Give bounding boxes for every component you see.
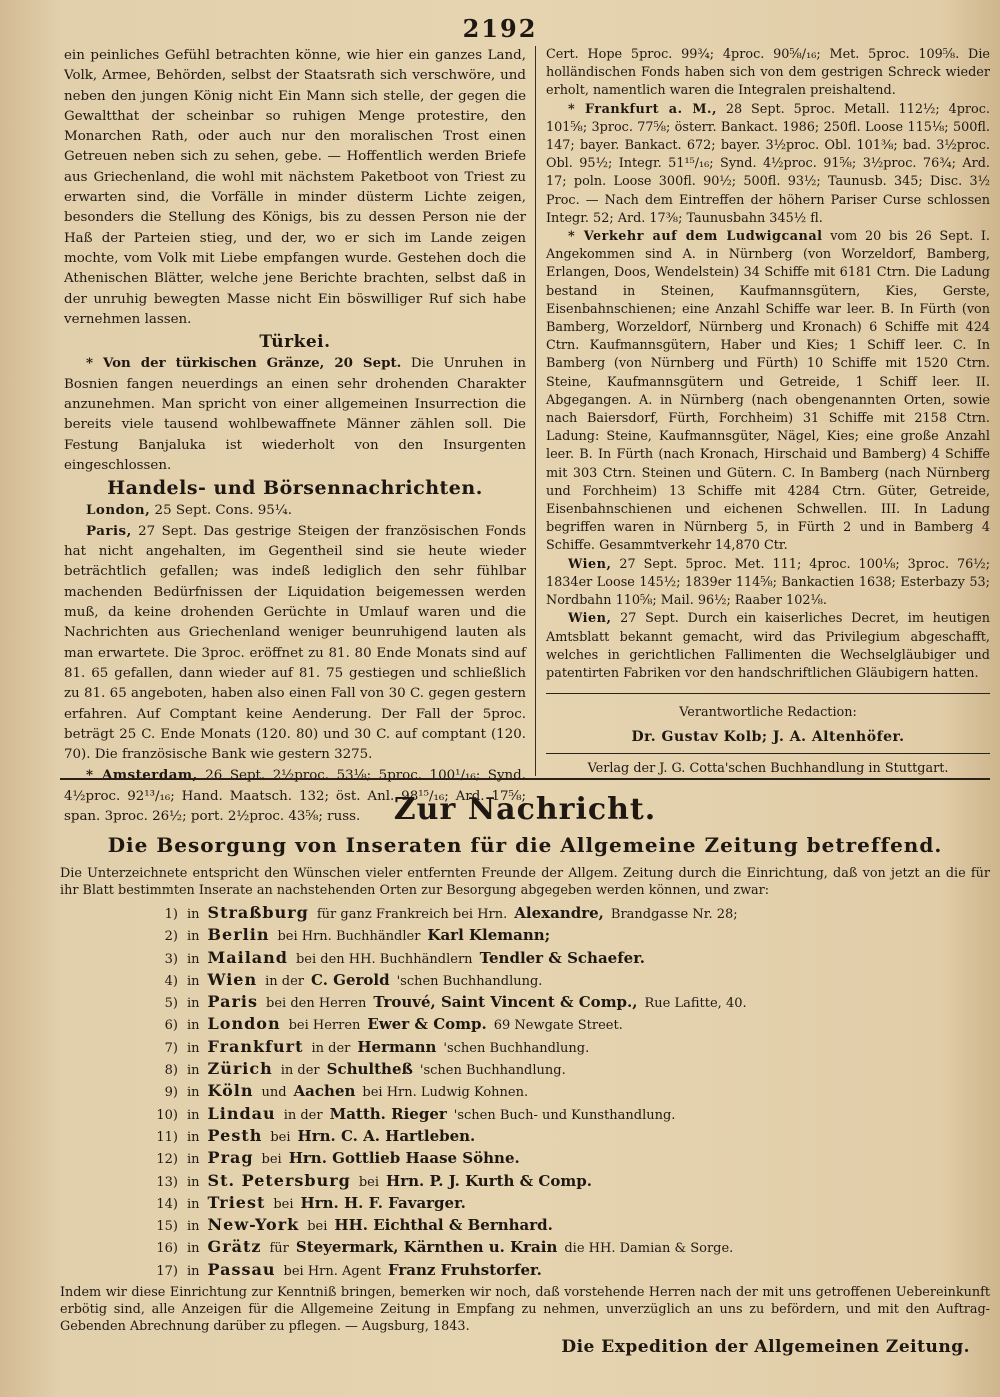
agency-agent: Tendler & Schaefer. bbox=[479, 948, 645, 967]
agency-list-item bbox=[60, 948, 990, 970]
agency-place: Berlin bbox=[207, 925, 270, 945]
agency-place: Mailand bbox=[207, 947, 288, 967]
agency-list-item bbox=[60, 1037, 990, 1059]
paris-text: 27 Sept. Das gestrige Steigen der französischen Fonds hat nicht angehalten, im Gegentheil sind sie heute wieder beträchtlich gefallen; was indeß lediglich den sehr fühlbar machenden Bedürfnissen der Liquidation beigemessen werden muß, da keine drohenden Gerüchte in Umlauf waren und die Nachrichten aus Griechenland weniger beunruhigend lauten als man erwartete. Die 3proc. eröffnet zu 81. 80 Ende Monats sind auf 81. 65 gefallen, dann wieder auf 81. 75 gestiegen und schließlich zu 81. 65 angeboten, haben also einen Fall von 30 C. gegen gestern erfahren. Auf Comptant keine Aenderung. Der Fall der 5proc. beträgt 25 C. Ende Monats (120. 80) und 30 C. auf comptant (120. 70). Die französische Bank wie gestern 3275. bbox=[64, 523, 526, 763]
agency-place: Wien bbox=[207, 969, 258, 989]
agency-prefix: in bbox=[187, 1152, 200, 1168]
agency-agent: C. Gerold bbox=[311, 970, 390, 989]
agency-agent: Alexandre, bbox=[514, 904, 604, 922]
right-column bbox=[546, 46, 990, 784]
agency-connector: bei Hrn. Buchhändler bbox=[277, 929, 421, 945]
agency-place: Köln bbox=[207, 1081, 254, 1101]
agency-agent: Ewer & Comp. bbox=[367, 1015, 487, 1034]
agency-place: London bbox=[207, 1014, 281, 1034]
london-text: 25 Sept. Cons. 95¼. bbox=[154, 502, 292, 518]
agency-agent: Trouvé, Saint Vincent & Comp., bbox=[373, 993, 638, 1012]
notice-subtitle: Die Besorgung von Inseraten für die Allgemeine Zeitung betreffend. bbox=[107, 833, 943, 857]
agency-suffix: 'schen Buchhandlung. bbox=[419, 1063, 566, 1079]
agency-agent: Hrn. C. A. Hartleben. bbox=[297, 1126, 476, 1145]
agency-number: 9) bbox=[164, 1085, 178, 1101]
tuerkei-text: Die Unruhen in Bosnien fangen neuerdings an einen sehr drohenden Charakter anzunehmen. Man spricht von einer allgemeinen Insurrection die bereits viele tausend wohlbewaffnete Männer zählen soll. Die Festung Banjaluka ist wiederholt von den Insurgenten eingeschlossen. bbox=[64, 356, 526, 473]
notice-intro: Die Unterzeichnete entspricht den Wünschen vieler entfernten Freunde der Allgem. Zeitung durch die Einrichtung, daß von jetzt an die für ihr Blatt bestimmten Inserate an nachstehenden Orten zur Besorgung abgegeben werden können, und zwar: bbox=[60, 866, 990, 898]
agency-agent: Aachen bbox=[293, 1082, 356, 1101]
tuerkei-article bbox=[64, 353, 526, 476]
agency-suffix: bei Hrn. Ludwig Kohnen. bbox=[362, 1085, 529, 1101]
agency-prefix: in bbox=[187, 1085, 200, 1101]
agency-agent: Steyermark, Kärnthen u. Krain bbox=[295, 1238, 558, 1257]
canal-report bbox=[546, 228, 990, 556]
agency-list-item bbox=[60, 1014, 990, 1036]
agency-list bbox=[60, 903, 990, 1282]
agency-list-item bbox=[60, 992, 990, 1014]
agency-agent: Franz Fruhstorfer. bbox=[388, 1260, 542, 1279]
agency-list-item bbox=[60, 970, 990, 992]
tuerkei-dateline: * Von der türkischen Gränze, 20 Sept. bbox=[86, 355, 402, 372]
agency-suffix: 69 Newgate Street. bbox=[493, 1018, 623, 1034]
agency-prefix: in bbox=[187, 1040, 200, 1056]
agency-number: 5) bbox=[164, 996, 178, 1012]
agency-prefix: in bbox=[187, 1241, 200, 1257]
amsterdam-continued: Cert. Hope 5proc. 99¾; 4proc. 90⅝/₁₆; Met. 5proc. 109⅝. Die holländischen Fonds haben sich von dem gestrigen Schreck wieder erholt, namentlich waren die Integralen preishaltend. bbox=[546, 47, 990, 99]
agency-suffix: die HH. Damian & Sorge. bbox=[564, 1241, 734, 1257]
agency-suffix: 'schen Buchhandlung. bbox=[396, 973, 543, 989]
agency-agent: Hrn. H. F. Favarger. bbox=[300, 1193, 466, 1212]
agency-connector: in der bbox=[280, 1063, 320, 1079]
canal-heading: * Verkehr auf dem Ludwigcanal bbox=[568, 229, 823, 245]
column-divider bbox=[535, 46, 536, 776]
agency-connector: bei den HH. Buchhändlern bbox=[295, 951, 473, 967]
agency-connector: bei bbox=[270, 1129, 291, 1145]
agency-connector: für ganz Frankreich bei Hrn. bbox=[316, 907, 508, 922]
editor-names: Dr. Gustav Kolb; J. A. Altenhöfer. bbox=[631, 729, 905, 746]
agency-prefix: in bbox=[187, 929, 200, 945]
agency-place: Triest bbox=[207, 1192, 266, 1212]
notice-footer: Indem wir diese Einrichtung zur Kenntniß bringen, bemerken wir noch, daß vorstehende Herren nach der mit uns getroffenen Uebereinkunft erbötig sind, alle Anzeigen für die Allgemeine Zeitung in Empfang zu nehmen, unverzüglich an uns zu befördern, und mit den Auftrag-Gebenden Abrechnung darüber zu pflegen. — Augsburg, 1843. bbox=[60, 1285, 990, 1335]
agency-suffix: 'schen Buch- und Kunsthandlung. bbox=[453, 1107, 676, 1123]
agency-place: Frankfurt bbox=[207, 1036, 304, 1056]
agency-connector: bei bbox=[273, 1196, 294, 1212]
agency-place: New-York bbox=[207, 1215, 300, 1235]
agency-connector: bei Hrn. Agent bbox=[283, 1263, 382, 1279]
agency-connector: in der bbox=[283, 1107, 323, 1123]
agency-number: 8) bbox=[164, 1063, 178, 1079]
wien-stock-report bbox=[546, 556, 990, 611]
agency-place: Prag bbox=[207, 1148, 254, 1168]
london-city: London, bbox=[86, 501, 151, 518]
agency-prefix: in bbox=[187, 996, 200, 1012]
agency-prefix: in bbox=[187, 1063, 200, 1079]
agency-place: Straßburg bbox=[207, 903, 309, 922]
agency-prefix: in bbox=[187, 1174, 200, 1190]
agency-number: 10) bbox=[156, 1107, 178, 1123]
agency-agent: Karl Klemann; bbox=[427, 926, 551, 945]
agency-number: 14) bbox=[156, 1196, 178, 1212]
agency-prefix: in bbox=[187, 1107, 200, 1123]
agency-place: Passau bbox=[207, 1259, 276, 1279]
agency-prefix: in bbox=[187, 951, 200, 967]
agency-place: Zürich bbox=[207, 1059, 273, 1079]
agency-list-item bbox=[60, 1126, 990, 1148]
agency-agent: HH. Eichthal & Bernhard. bbox=[334, 1216, 553, 1235]
amsterdam-text: 26 Sept. 2½proc. 53⅛; 5proc. 100¹/₁₆; Synd. 4½proc. 92¹³/₁₆; Hand. Maatsch. 132; öst. Anl. 98¹⁵/₁₆; Ard. 17⅝; span. 3proc. 26½; port. 2½proc. 43⅝; russ. bbox=[64, 768, 526, 824]
agency-place: Paris bbox=[207, 992, 259, 1012]
left-column bbox=[64, 46, 526, 827]
wien-city: Wien, bbox=[568, 556, 612, 572]
paris-city: Paris, bbox=[86, 522, 132, 539]
agency-prefix: in bbox=[187, 1263, 200, 1279]
section-heading-tuerkei: Türkei. bbox=[259, 332, 331, 353]
agency-number: 7) bbox=[164, 1040, 178, 1056]
agency-connector: in der bbox=[265, 973, 305, 989]
advertisement-notice bbox=[60, 778, 990, 1357]
wien-decree-text: 27 Sept. Durch ein kaiserliches Decret, im heutigen Amtsblatt bekannt gemacht, wird das Privilegium abgeschafft, welches in gerichtlichen Fallimenten die Wechselgläubiger und patentirten Fabriken vor den handschriftlichen Gläubigern hatten. bbox=[546, 611, 990, 681]
agency-list-item bbox=[60, 1193, 990, 1215]
wien-decree-report bbox=[546, 610, 990, 683]
frankfurt-text: 28 Sept. 5proc. Metall. 112½; 4proc. 101⅝; 3proc. 77⅝; österr. Bankact. 1986; 250fl. Loose 115⅛; 500fl. 147; bayer. Bankact. 672; bayer. 3½proc. Obl. 101⅜; bad. 3½proc. Obl. 95½; Integr. 51¹⁵/₁₆; Synd. 4½proc. 91⅝; 3½proc. 76¾; Ard. 17; poln. Loose 300fl. 90½; 500fl. 93½; Taunusb. 345; Disc. 3½ Proc. — Nach dem Eintreffen der höhern Pariser Curse schlossen Integr. 52; Ard. 17⅜; Taunusbahn 345½ fl. bbox=[546, 101, 990, 226]
wien-stock-text: 27 Sept. 5proc. Met. 111; 4proc. 100⅛; 3proc. 76½; 1834er Loose 145½; 1839er 114⅝; Bankactien 1638; Esterbazy 53; Nordbahn 110⅝; Mail. 96½; Raaber 102⅛. bbox=[546, 556, 991, 609]
agency-agent: Schultheß bbox=[326, 1060, 413, 1079]
frankfurt-report bbox=[546, 101, 990, 228]
agency-place: Pesth bbox=[207, 1125, 263, 1145]
agency-number: 13) bbox=[156, 1174, 178, 1190]
agency-connector: in der bbox=[311, 1040, 351, 1056]
agency-number: 16) bbox=[156, 1241, 178, 1257]
notice-signature: Die Expedition der Allgemeinen Zeitung. bbox=[561, 1337, 970, 1358]
agency-number: 12) bbox=[156, 1152, 178, 1168]
agency-number: 6) bbox=[164, 1018, 178, 1034]
agency-list-item bbox=[60, 1081, 990, 1103]
agency-agent: Hermann bbox=[357, 1037, 437, 1056]
wien-city-2: Wien, bbox=[568, 611, 612, 627]
agency-place: Lindau bbox=[207, 1103, 276, 1123]
agency-list-item bbox=[60, 1215, 990, 1237]
agency-prefix: in bbox=[187, 1196, 200, 1212]
agency-list-item bbox=[60, 925, 990, 947]
agency-list-item bbox=[60, 1104, 990, 1126]
agency-list-item bbox=[60, 1237, 990, 1259]
agency-list-item bbox=[60, 903, 990, 925]
agency-list-item bbox=[60, 1171, 990, 1193]
agency-number: 1) bbox=[164, 907, 178, 922]
agency-number: 17) bbox=[156, 1263, 178, 1279]
london-report bbox=[64, 500, 526, 521]
agency-prefix: in bbox=[187, 973, 200, 989]
frankfurt-city: * Frankfurt a. M., bbox=[568, 101, 717, 117]
agency-number: 15) bbox=[156, 1219, 178, 1235]
agency-prefix: in bbox=[187, 1129, 200, 1145]
agency-connector: bei bbox=[358, 1174, 380, 1190]
agency-connector: bei bbox=[307, 1219, 328, 1235]
agency-place: St. Petersburg bbox=[207, 1170, 351, 1190]
agency-agent: Hrn. P. J. Kurth & Comp. bbox=[386, 1171, 592, 1190]
agency-suffix: 'schen Buchhandlung. bbox=[443, 1040, 590, 1056]
agency-list-item bbox=[60, 1148, 990, 1170]
agency-prefix: in bbox=[187, 907, 200, 922]
agency-list-item bbox=[60, 1059, 990, 1081]
amsterdam-city: * Amsterdam, bbox=[86, 767, 198, 784]
notice-title: Zur Nachricht. bbox=[393, 792, 657, 827]
agency-suffix: Rue Lafitte, 40. bbox=[644, 996, 747, 1012]
editor-label: Verantwortliche Redaction: bbox=[679, 705, 857, 721]
agency-connector: bei den Herren bbox=[266, 996, 367, 1012]
agency-prefix: in bbox=[187, 1018, 200, 1034]
agency-number: 2) bbox=[164, 929, 178, 945]
page-number: 2192 bbox=[462, 14, 538, 43]
agency-connector: bei Herren bbox=[288, 1018, 361, 1034]
agency-prefix: in bbox=[187, 1219, 200, 1235]
agency-number: 4) bbox=[164, 973, 178, 989]
greece-article-text: ein peinliches Gefühl betrachten könne, wie hier ein ganzes Land, Volk, Armee, Behörden, selbst der Staatsrath sich verschwöre, und neben den jungen König nicht Ein Mann sich stelle, der gegen die Gewaltthat der scheinbar so ruhigen Menge protestire, den Monarchen Rath, oder auch nur den moralischen Trost einen Getreuen neben sich zu sehen, gebe. — Hoffentlich werden Briefe aus Griechenland, die wohl mit nächstem Paketboot von Triest zu erwarten sind, die Vorfälle in minder düsterm Lichte zeigen, besonders die Stellung des Königs, bis zu dessen Person nie der Haß der Parteien stieg, und der, wo er sich im Lande zeigen mochte, vom Volk mit Liebe empfangen wurde. Gestehen doch die Athenischen Blätter, welche jene Berichte brachten, selbst daß in der unruhig bewegten Masse nicht Ein böswilliger Ruf sich habe vernehmen lassen. bbox=[64, 48, 526, 327]
agency-place: Grätz bbox=[207, 1237, 262, 1257]
agency-list-item bbox=[60, 1260, 990, 1282]
agency-connector: bei bbox=[261, 1152, 282, 1168]
canal-text: vom 20 bis 26 Sept. I. Angekommen sind A. in Nürnberg (von Worzeldorf, Bamberg, Erlangen, Doos, Wendelstein) 34 Schiffe mit 6181 Ctrn. Die Ladung bestand in Steinen, Kaufmannsgütern, Kies, Gerste, Eisenbahnschienen; eine Anzahl Schiffe war leer. B. In Fürth (von Bamberg, Worzeldorf, Nürnberg und Kronach) 6 Schiffe mit 424 Ctrn. Kaufmannsgütern, Haber und Kies; 1 Schiff leer. C. In Bamberg (von Nürnberg und Fürth) 10 Schiffe mit 1520 Ctrn. Steine, Kaufmannsgütern und Getreide, 1 Schiff leer. II. Abgegangen. A. in Nürnberg (nach obengenannten Orten, sowie nach Baiersdorf, Fürth, Forchheim) 31 Schiffe mit 2158 Ctrn. Ladung: Steine, Kaufmannsgüter, Nägel, Kies; eine große Anzahl leer. B. In Fürth (nach Kronach, Hirschaid und Bamberg) 4 Schiffe mit 303 Ctrn. Steinen und Gütern. C. In Bamberg (nach Nürnberg und Forchheim) 13 Schiffe mit 4284 Ctrn. Güter, Getreide, Eisenbahnschienen und eichenen Schwellen. III. In Ladung begriffen waren in Nürnberg 5, in Fürth 2 und in Bamberg 4 Schiffe. Gesammtverkehr 14,870 Ctr. bbox=[546, 229, 990, 554]
agency-suffix: Brandgasse Nr. 28; bbox=[610, 907, 738, 922]
agency-connector: für bbox=[269, 1241, 289, 1257]
publisher-line: Verlag der J. G. Cotta'schen Buchhandlung in Stuttgart. bbox=[546, 753, 990, 778]
editorial-block bbox=[546, 693, 990, 778]
agency-number: 11) bbox=[156, 1129, 178, 1145]
agency-agent: Hrn. Gottlieb Haase Söhne. bbox=[288, 1149, 520, 1168]
agency-agent: Matth. Rieger bbox=[329, 1104, 447, 1123]
section-heading-handel: Handels- und Börsennachrichten. bbox=[107, 477, 483, 500]
paris-report bbox=[64, 521, 526, 766]
agency-connector: und bbox=[261, 1085, 287, 1101]
agency-number: 3) bbox=[164, 951, 178, 967]
